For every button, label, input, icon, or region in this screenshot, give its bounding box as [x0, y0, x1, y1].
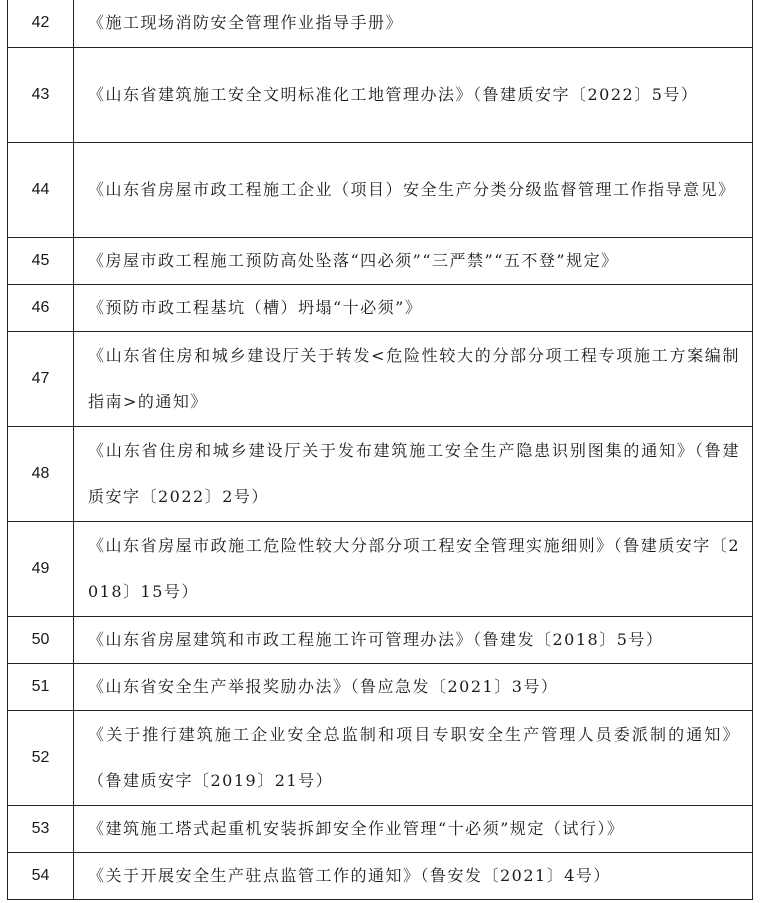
regulation-title: 《山东省住房和城乡建设厅关于发布建筑施工安全生产隐患识别图集的通知》（鲁建质安字〔2022〕2号）	[74, 427, 753, 522]
table-row	[8, 48, 753, 143]
row-number: 47	[8, 332, 74, 427]
table-row	[8, 285, 753, 332]
row-number: 43	[8, 48, 74, 143]
table-row	[8, 664, 753, 711]
table-row	[8, 0, 753, 48]
row-number: 44	[8, 143, 74, 238]
regulation-title: 《山东省房屋建筑和市政工程施工许可管理办法》（鲁建发〔2018〕5号）	[74, 617, 753, 664]
table-row	[8, 332, 753, 427]
regulation-title: 《山东省房屋市政工程施工企业（项目）安全生产分类分级监督管理工作指导意见》	[74, 143, 753, 238]
row-number: 42	[8, 0, 74, 48]
regulation-title: 《山东省建筑施工安全文明标准化工地管理办法》（鲁建质安字〔2022〕5号）	[74, 48, 753, 143]
table-row	[8, 238, 753, 285]
row-number: 45	[8, 238, 74, 285]
table-row	[8, 711, 753, 806]
row-number: 50	[8, 617, 74, 664]
regulation-title: 《施工现场消防安全管理作业指导手册》	[74, 0, 753, 48]
row-number: 52	[8, 711, 74, 806]
table-row	[8, 143, 753, 238]
regulation-title: 《山东省住房和城乡建设厅关于转发<危险性较大的分部分项工程专项施工方案编制指南>的通知》	[74, 332, 753, 427]
regulation-title: 《关于开展安全生产驻点监管工作的通知》（鲁安发〔2021〕4号）	[74, 853, 753, 900]
regulation-title: 《山东省安全生产举报奖励办法》（鲁应急发〔2021〕3号）	[74, 664, 753, 711]
regulation-title: 《房屋市政工程施工预防高处坠落“四必须”“三严禁”“五不登”规定》	[74, 238, 753, 285]
row-number: 51	[8, 664, 74, 711]
row-number: 46	[8, 285, 74, 332]
table-row	[8, 853, 753, 900]
row-number: 48	[8, 427, 74, 522]
row-number: 53	[8, 806, 74, 853]
table-row	[8, 806, 753, 853]
regulation-title: 《关于推行建筑施工企业安全总监制和项目专职安全生产管理人员委派制的通知》（鲁建质安字〔2019〕21号）	[74, 711, 753, 806]
regulation-title: 《山东省房屋市政施工危险性较大分部分项工程安全管理实施细则》（鲁建质安字〔2018〕15号）	[74, 522, 753, 617]
regulation-title: 《预防市政工程基坑（槽）坍塌“十必须”》	[74, 285, 753, 332]
table-row	[8, 522, 753, 617]
table-row	[8, 427, 753, 522]
row-number: 54	[8, 853, 74, 900]
regulation-title: 《建筑施工塔式起重机安装拆卸安全作业管理“十必须”规定（试行）》	[74, 806, 753, 853]
row-number: 49	[8, 522, 74, 617]
regulation-table	[7, 0, 753, 900]
table-row	[8, 617, 753, 664]
